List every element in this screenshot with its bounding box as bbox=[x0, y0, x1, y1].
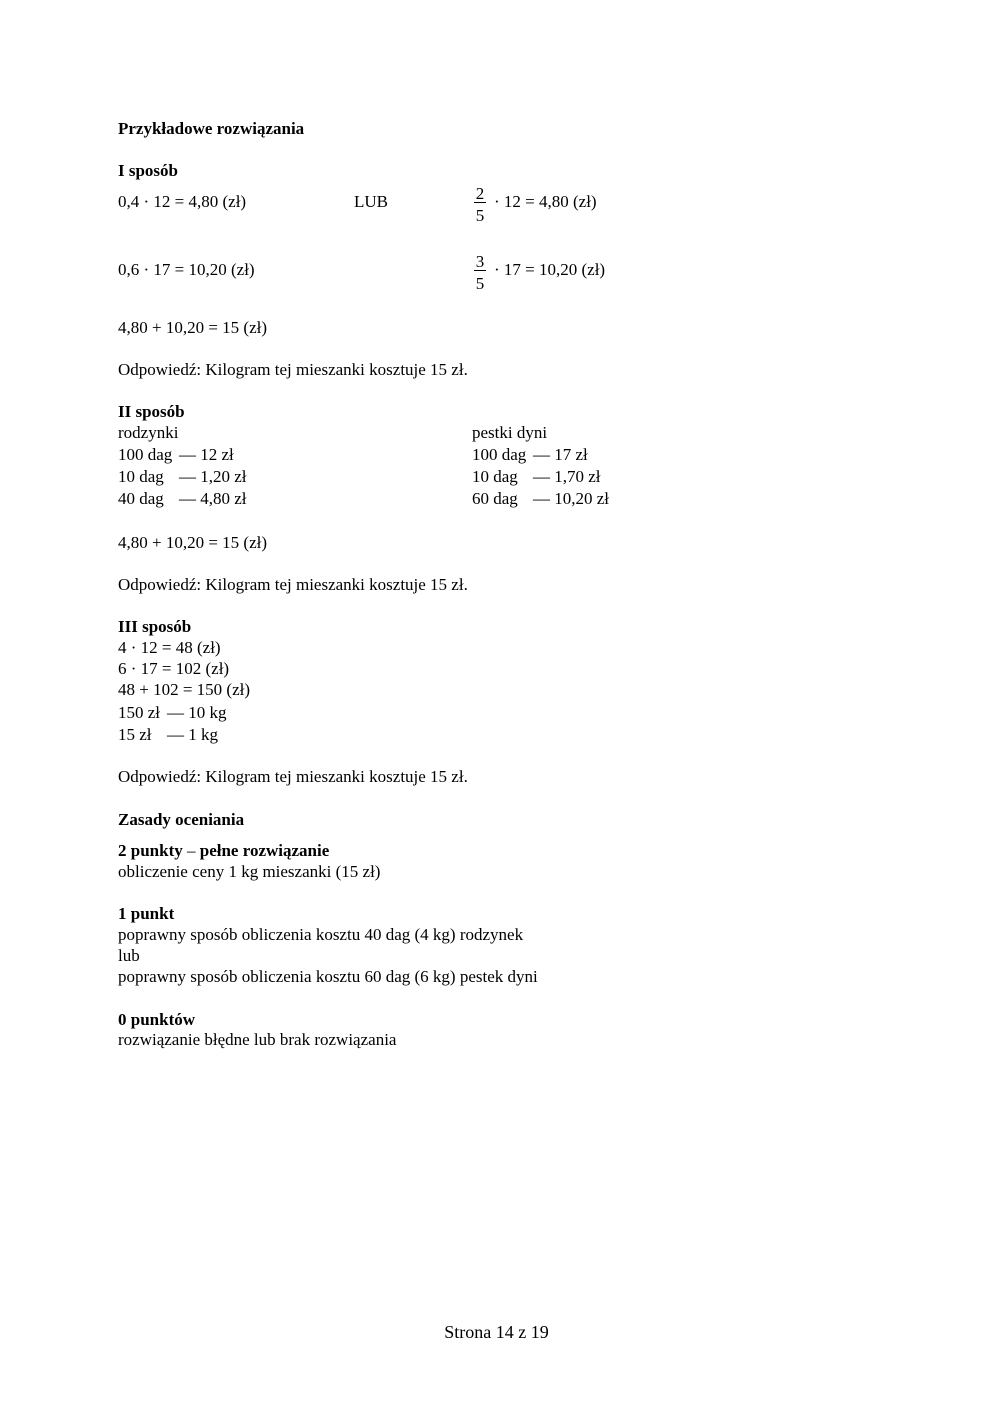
method2-left-row-amount: 10 dag bbox=[118, 467, 164, 486]
method2-right-row-price: — 17 zł bbox=[533, 445, 588, 464]
method1-fraction1-tail: · 12 = 4,80 (zł) bbox=[494, 192, 597, 211]
method1-line2: 0,6 · 17 = 10,20 (zł) bbox=[118, 260, 255, 279]
method1-fraction2 bbox=[474, 253, 486, 292]
scoring-1-point-line: poprawny sposób obliczenia kosztu 40 dag (4 kg) rodzynek bbox=[118, 925, 524, 944]
method2-right-row-price: — 1,70 zł bbox=[533, 467, 601, 486]
method2-right-row-amount: 100 dag bbox=[472, 445, 527, 464]
scoring-1-point-or: lub bbox=[118, 946, 140, 965]
scoring-2-points-label2: pełne rozwiązanie bbox=[199, 841, 330, 860]
method2-right-label: pestki dyni bbox=[472, 423, 548, 442]
scoring-1-point-title: 1 punkt bbox=[118, 904, 175, 923]
scoring-0-points-desc: rozwiązanie błędne lub brak rozwiązania bbox=[118, 1030, 397, 1049]
method2-left-row-price: — 1,20 zł bbox=[179, 467, 247, 486]
fraction1-numerator: 2 bbox=[475, 184, 485, 203]
method3-row-price: 15 zł bbox=[118, 725, 152, 744]
method2-left-row-amount: 100 dag bbox=[118, 445, 173, 464]
method1-line1: 0,4 · 12 = 4,80 (zł) bbox=[118, 192, 247, 211]
fraction1-denominator: 5 bbox=[475, 206, 485, 225]
method2-sum: 4,80 + 10,20 = 15 (zł) bbox=[118, 533, 268, 552]
method2-left-row-price: — 4,80 zł bbox=[179, 489, 247, 508]
scoring-2-points-label: 2 punkty bbox=[118, 841, 183, 860]
method3-row-weight: — 1 kg bbox=[167, 725, 218, 744]
method1-fraction1 bbox=[474, 185, 486, 224]
scoring-2-points-desc: obliczenie ceny 1 kg mieszanki (15 zł) bbox=[118, 862, 381, 881]
method1-sum: 4,80 + 10,20 = 15 (zł) bbox=[118, 318, 268, 337]
method1-title: I sposób bbox=[118, 161, 179, 180]
method3-row-weight: — 10 kg bbox=[167, 703, 227, 722]
page-number: Strona 14 z 19 bbox=[444, 1322, 549, 1342]
method1-fraction2-tail: · 17 = 10,20 (zł) bbox=[494, 260, 606, 279]
method2-answer: Odpowiedź: Kilogram tej mieszanki kosztuje 15 zł. bbox=[118, 575, 468, 594]
scoring-title: Zasady oceniania bbox=[118, 810, 245, 829]
method2-right-row-amount: 60 dag bbox=[472, 489, 518, 508]
scoring-0-points-title: 0 punktów bbox=[118, 1010, 196, 1029]
scoring-2-points-title bbox=[118, 841, 329, 861]
method3-line: 6 · 17 = 102 (zł) bbox=[118, 659, 230, 678]
fraction2-numerator: 3 bbox=[475, 252, 485, 271]
page-heading: Przykładowe rozwiązania bbox=[118, 119, 305, 138]
scoring-2-points-dash: – bbox=[182, 841, 200, 860]
method2-right-row-amount: 10 dag bbox=[472, 467, 518, 486]
scoring-1-point-line: poprawny sposób obliczenia kosztu 60 dag (6 kg) pestek dyni bbox=[118, 967, 538, 986]
method3-row-price: 150 zł bbox=[118, 703, 161, 722]
method1-answer: Odpowiedź: Kilogram tej mieszanki kosztuje 15 zł. bbox=[118, 360, 468, 379]
method3-line: 48 + 102 = 150 (zł) bbox=[118, 680, 251, 699]
method3-answer: Odpowiedź: Kilogram tej mieszanki kosztuje 15 zł. bbox=[118, 767, 468, 786]
method2-right-row-price: — 10,20 zł bbox=[533, 489, 610, 508]
method2-left-label: rodzynki bbox=[118, 423, 179, 442]
method2-title: II sposób bbox=[118, 402, 185, 421]
fraction2-denominator: 5 bbox=[475, 274, 485, 293]
method3-title: III sposób bbox=[118, 617, 192, 636]
method3-line: 4 · 12 = 48 (zł) bbox=[118, 638, 221, 657]
method2-left-row-amount: 40 dag bbox=[118, 489, 164, 508]
method2-left-row-price: — 12 zł bbox=[179, 445, 234, 464]
method1-or: LUB bbox=[354, 192, 388, 211]
